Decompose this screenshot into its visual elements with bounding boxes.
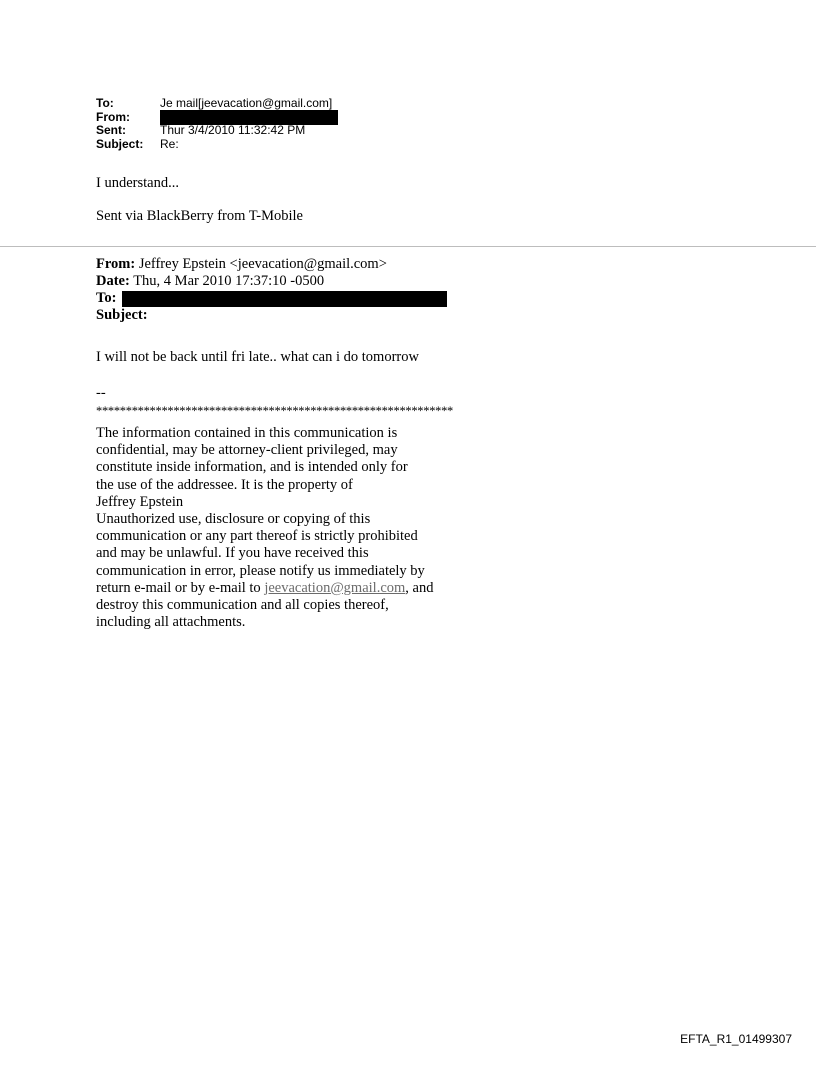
disclaimer-line: destroy this communication and all copies thereof,: [96, 597, 389, 614]
quoted-from-value: Jeffrey Epstein <jeevacation@gmail.com>: [138, 256, 387, 272]
sent-value: Thur 3/4/2010 11:32:42 PM: [160, 123, 306, 137]
disclaimer-line: confidential, may be attorney-client privileged, may: [96, 442, 398, 459]
quoted-date-label: Date:: [96, 273, 130, 289]
redaction-box: [122, 291, 447, 307]
disclaimer-text: return e-mail or by e-mail to: [96, 579, 265, 596]
quoted-header: [96, 256, 447, 324]
separator-line: [0, 246, 816, 247]
subject-row: [96, 138, 338, 152]
disclaimer-text: , and: [405, 579, 434, 596]
subject-label: Subject:: [96, 136, 144, 151]
email-link[interactable]: jeevacation@gmail.com: [264, 579, 406, 596]
disclaimer-line: communication or any part thereof is strictly prohibited: [96, 528, 418, 545]
disclaimer-line: communication in error, please notify us immediately by: [96, 562, 425, 579]
disclaimer-line: [96, 580, 576, 597]
reply-text: I understand...: [96, 175, 179, 191]
from-label: From:: [96, 109, 130, 124]
quoted-to-label: To:: [96, 290, 117, 306]
message-body: I will not be back until fri late.. what can i do tomorrow: [96, 349, 419, 365]
from-row: [96, 111, 338, 125]
disclaimer-line: Jeffrey Epstein: [96, 493, 184, 510]
signature-dash: --: [96, 385, 106, 401]
disclaimer-line: including all attachments.: [96, 614, 246, 631]
disclaimer-line: Unauthorized use, disclosure or copying of this: [96, 511, 371, 528]
quoted-date-row: [96, 273, 447, 290]
sent-row: [96, 124, 338, 138]
to-row: [96, 97, 338, 111]
quoted-date-value: Thu, 4 Mar 2010 17:37:10 -0500: [133, 273, 325, 289]
disclaimer-line: and may be unlawful. If you have received this: [96, 545, 369, 562]
confidentiality-disclaimer: [96, 425, 576, 631]
email-header-top: [96, 97, 338, 151]
to-label: To:: [96, 96, 114, 110]
document-id: EFTA_R1_01499307: [680, 1032, 792, 1046]
disclaimer-line: constitute inside information, and is intended only for: [96, 459, 408, 476]
to-value: Je mail[jeevacation@gmail.com]: [160, 96, 333, 110]
subject-value: Re:: [160, 136, 179, 151]
quoted-subject-row: [96, 307, 447, 324]
quoted-from-label: From:: [96, 256, 136, 272]
sent-label: Sent:: [96, 123, 126, 137]
reply-signature: Sent via BlackBerry from T-Mobile: [96, 208, 303, 224]
disclaimer-line: the use of the addressee. It is the property of: [96, 476, 353, 493]
quoted-from-row: [96, 256, 447, 273]
signature-stars: ************************************************************: [96, 404, 454, 418]
disclaimer-line: The information contained in this communication is: [96, 425, 398, 441]
quoted-subject-label: Subject:: [96, 307, 148, 323]
quoted-to-row: [96, 290, 447, 307]
